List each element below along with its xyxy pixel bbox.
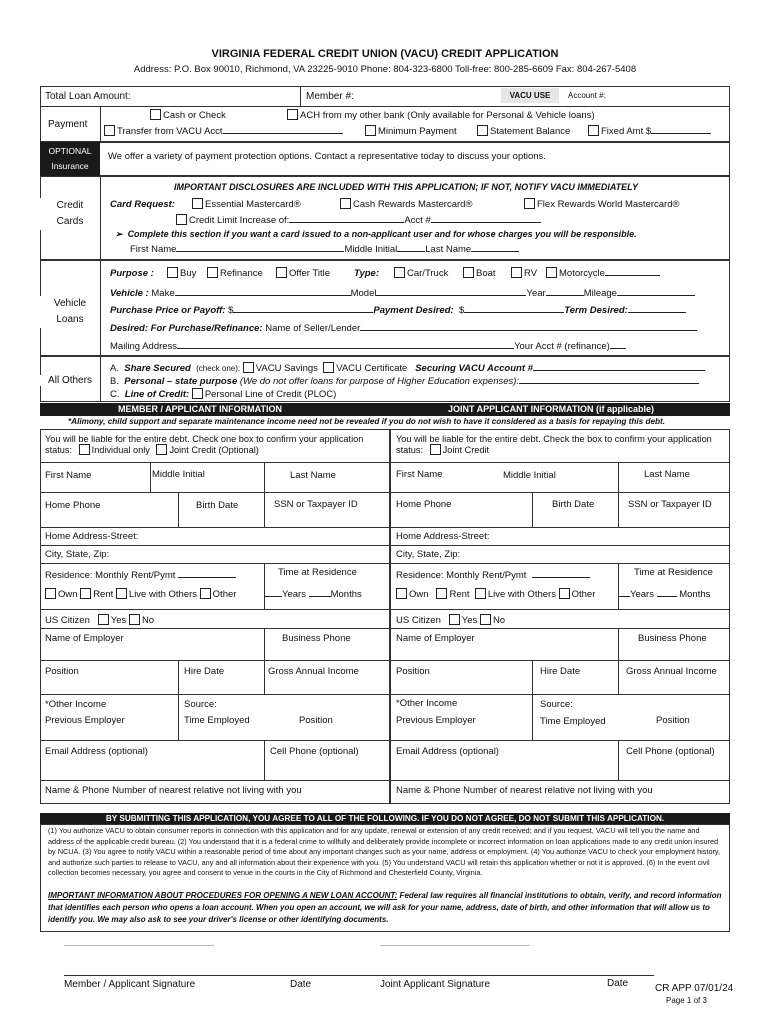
vehicle-details-row: Vehicle : Make Model Year Mileage bbox=[110, 287, 695, 299]
credit-limit-field[interactable] bbox=[289, 214, 404, 223]
statement-balance-checkbox[interactable] bbox=[477, 125, 488, 136]
member-residence-payment[interactable]: Residence: Monthly Rent/Pymt bbox=[45, 569, 236, 581]
member-other-checkbox[interactable] bbox=[200, 588, 211, 599]
member-time-employed[interactable]: Time Employed bbox=[184, 715, 250, 726]
fixed-amount-field[interactable] bbox=[651, 125, 711, 134]
flex-rewards-option[interactable]: Flex Rewards World Mastercard® bbox=[524, 198, 680, 210]
member-prev-position[interactable]: Position bbox=[299, 715, 333, 726]
form-id: CR APP 07/01/24 bbox=[655, 983, 734, 994]
joint-home-phone[interactable]: Home Phone bbox=[396, 499, 452, 510]
member-street[interactable]: Home Address-Street: bbox=[45, 531, 139, 542]
purchase-price-field[interactable] bbox=[233, 304, 373, 313]
offer-title-checkbox[interactable] bbox=[276, 267, 287, 278]
boat-option[interactable]: Boat bbox=[463, 267, 496, 279]
essential-mastercard-option[interactable]: Essential Mastercard® bbox=[192, 198, 301, 210]
refinance-option[interactable]: Refinance bbox=[207, 267, 263, 279]
joint-residence-payment[interactable]: Residence: Monthly Rent/Pymt bbox=[396, 569, 590, 581]
transfer-account-field[interactable] bbox=[223, 125, 343, 134]
rv-checkbox[interactable] bbox=[511, 267, 522, 278]
year-field[interactable] bbox=[546, 287, 584, 296]
joint-source[interactable]: Source: bbox=[540, 699, 573, 710]
essential-checkbox[interactable] bbox=[192, 198, 203, 209]
minimum-payment-checkbox[interactable] bbox=[365, 125, 376, 136]
joint-hire-date[interactable]: Hire Date bbox=[540, 666, 581, 677]
form-title: VIRGINIA FEDERAL CREDIT UNION (VACU) CREDIT APPLICATION bbox=[211, 48, 559, 60]
account-number-label: Account #: bbox=[568, 91, 606, 100]
member-business-phone[interactable]: Business Phone bbox=[282, 633, 351, 644]
joint-ssn[interactable]: SSN or Taxpayer ID bbox=[628, 499, 712, 510]
joint-birth-date[interactable]: Birth Date bbox=[552, 499, 595, 510]
authorized-user-name-row: First Name Middle Initial Last Name bbox=[130, 243, 519, 255]
disclosure-notice: IMPORTANT DISCLOSURES ARE INCLUDED WITH THIS APPLICATION; IF NOT, NOTIFY VACU IMMEDIATELY bbox=[174, 182, 638, 192]
mileage-field[interactable] bbox=[617, 287, 695, 296]
page-number: Page 1 of 3 bbox=[666, 996, 707, 1005]
member-years-months[interactable]: Years Months bbox=[264, 588, 362, 600]
fixed-amount-checkbox[interactable] bbox=[588, 125, 599, 136]
refinance-acct-field[interactable] bbox=[610, 340, 626, 349]
transfer-checkbox[interactable] bbox=[104, 125, 115, 136]
member-time-residence: Time at Residence bbox=[278, 567, 357, 578]
fixed-amount-option[interactable]: Fixed Amt $ bbox=[588, 125, 711, 137]
purchase-price-row: Purchase Price or Payoff: $ Payment Desired: $ Term Desired: bbox=[110, 304, 686, 316]
joint-employer[interactable]: Name of Employer bbox=[396, 633, 475, 644]
joint-residence-type: Own Rent Live with Others Other bbox=[396, 588, 595, 600]
buy-checkbox[interactable] bbox=[167, 267, 178, 278]
personal-purpose-row: B. Personal – state purpose (We do not offer loans for purpose of Higher Education expenses): bbox=[110, 375, 699, 387]
joint-time-employed[interactable]: Time Employed bbox=[540, 716, 606, 727]
member-position[interactable]: Position bbox=[45, 666, 79, 677]
member-ssn[interactable]: SSN or Taxpayer ID bbox=[274, 499, 358, 510]
joint-city[interactable]: City, State, Zip: bbox=[396, 549, 461, 560]
member-cell-phone[interactable]: Cell Phone (optional) bbox=[270, 746, 359, 757]
type-label: Type: bbox=[354, 268, 379, 279]
motorcycle-option[interactable]: Motorcycle bbox=[546, 267, 660, 279]
vacu-use-badge: VACU USE bbox=[501, 88, 559, 103]
share-secured-row: A. Share Secured (check one): VACU Savings VACU Certificate Securing VACU Account # bbox=[110, 362, 705, 374]
agreement-bar: BY SUBMITTING THIS APPLICATION, YOU AGREE TO ALL OF THE FOLLOWING. IF YOU DO NOT AGREE, DO NOT SUBMIT THIS APPLICATION. bbox=[40, 813, 730, 824]
member-number-label: Member #: bbox=[306, 91, 354, 102]
member-signature-label[interactable]: Member / Applicant Signature bbox=[64, 979, 196, 990]
joint-applicant-header: JOINT APPLICANT INFORMATION (if applicable) bbox=[448, 404, 655, 414]
member-birth-date[interactable]: Birth Date bbox=[196, 500, 239, 511]
refinance-checkbox[interactable] bbox=[207, 267, 218, 278]
member-source[interactable]: Source: bbox=[184, 699, 217, 710]
joint-other-income[interactable]: *Other Income bbox=[396, 698, 458, 709]
securing-account-field[interactable] bbox=[533, 362, 705, 371]
member-middle-initial[interactable]: Middle Initial bbox=[152, 469, 205, 480]
joint-last-name[interactable]: Last Name bbox=[644, 469, 690, 480]
cash-check-option[interactable]: Cash or Check bbox=[150, 109, 226, 121]
complete-note: ➢ Complete this section if you want a card issued to a non-applicant user and for whose charges you will be responsible. bbox=[115, 229, 637, 239]
ach-checkbox[interactable] bbox=[287, 109, 298, 120]
joint-email[interactable]: Email Address (optional) bbox=[396, 746, 499, 757]
au-middle-initial-field[interactable] bbox=[397, 243, 425, 252]
optional-label: OPTIONAL bbox=[48, 146, 92, 156]
statement-balance-option[interactable]: Statement Balance bbox=[477, 125, 570, 137]
cash-check-checkbox[interactable] bbox=[150, 109, 161, 120]
offer-title-option[interactable]: Offer Title bbox=[276, 267, 330, 279]
joint-position[interactable]: Position bbox=[396, 666, 430, 677]
credit-limit-increase-option[interactable]: Credit Limit Increase of: Acct # bbox=[176, 214, 541, 226]
insurance-side-label bbox=[40, 142, 100, 176]
card-request-label: Card Request: bbox=[110, 199, 175, 210]
cash-rewards-checkbox[interactable] bbox=[340, 198, 351, 209]
member-applicant-header: MEMBER / APPLICANT INFORMATION bbox=[118, 404, 282, 414]
credit-cards-side-label: Credit Cards bbox=[40, 198, 100, 230]
member-hire-date[interactable]: Hire Date bbox=[184, 666, 225, 677]
au-last-name-field[interactable] bbox=[471, 243, 519, 252]
vehicle-loans-side-label: Vehicle Loans bbox=[40, 296, 100, 328]
member-date-label[interactable]: Date bbox=[290, 979, 312, 990]
joint-business-phone[interactable]: Business Phone bbox=[638, 633, 707, 644]
member-citizen-yes-checkbox[interactable] bbox=[98, 614, 109, 625]
joint-live-others-checkbox[interactable] bbox=[475, 588, 486, 599]
member-city[interactable]: City, State, Zip: bbox=[45, 549, 110, 560]
joint-credit-checkbox[interactable] bbox=[430, 444, 441, 455]
ach-option[interactable]: ACH from my other bank (Only available for Personal & Vehicle loans) bbox=[287, 109, 595, 121]
joint-previous-employer[interactable]: Previous Employer bbox=[396, 715, 476, 726]
member-residence-type: Own Rent Live with Others Other bbox=[45, 588, 236, 600]
member-home-phone[interactable]: Home Phone bbox=[45, 500, 101, 511]
joint-date-label[interactable]: Date bbox=[607, 978, 629, 989]
individual-checkbox[interactable] bbox=[79, 444, 90, 455]
credit-limit-checkbox[interactable] bbox=[176, 214, 187, 225]
personal-purpose-field[interactable] bbox=[519, 375, 699, 384]
member-email[interactable]: Email Address (optional) bbox=[45, 746, 148, 757]
vacu-savings-checkbox[interactable] bbox=[243, 362, 254, 373]
member-own-checkbox[interactable] bbox=[45, 588, 56, 599]
joint-cell-phone[interactable]: Cell Phone (optional) bbox=[626, 746, 715, 757]
car-truck-option[interactable]: Car/Truck bbox=[394, 267, 448, 279]
joint-years-months[interactable]: Years Months bbox=[618, 588, 710, 600]
member-rent-checkbox[interactable] bbox=[80, 588, 91, 599]
member-first-name[interactable]: First Name bbox=[45, 470, 92, 481]
member-gross-income[interactable]: Gross Annual Income bbox=[268, 666, 359, 677]
payment-label: Payment bbox=[48, 119, 88, 130]
model-field[interactable] bbox=[376, 287, 526, 296]
all-others-side-label: All Others bbox=[40, 375, 100, 386]
member-other-income[interactable]: *Other Income bbox=[45, 699, 107, 710]
joint-citizen-yes-checkbox[interactable] bbox=[449, 614, 460, 625]
boat-checkbox[interactable] bbox=[463, 267, 474, 278]
minimum-payment-option[interactable]: Minimum Payment bbox=[365, 125, 457, 137]
total-loan-label: Total Loan Amount: bbox=[45, 91, 131, 102]
loan-account-notice: IMPORTANT INFORMATION ABOUT PROCEDURES FOR OPENING A NEW LOAN ACCOUNT: Federal law requires all financial institutions to obtain, verify, and record information that identifies each person who opens a loan account. When you open an account, we will ask for your name, address, date of birth, and other information that will allow us to identify you. We may also ask to see your driver's license or other identifying documents. bbox=[48, 891, 722, 924]
arrow-icon: ➢ bbox=[115, 229, 123, 239]
joint-first-name[interactable]: First Name bbox=[396, 469, 443, 480]
joint-other-checkbox[interactable] bbox=[559, 588, 570, 599]
joint-own-checkbox[interactable] bbox=[396, 588, 407, 599]
member-last-name[interactable]: Last Name bbox=[290, 470, 336, 481]
member-employer[interactable]: Name of Employer bbox=[45, 633, 124, 644]
cash-rewards-option[interactable]: Cash Rewards Mastercard® bbox=[340, 198, 472, 210]
rv-option[interactable]: RV bbox=[511, 267, 537, 279]
member-liability-text: You will be liable for the entire debt. Check one box to confirm your application status: Individual only Joint Credit (Optional) bbox=[45, 434, 364, 455]
au-first-name-field[interactable] bbox=[176, 243, 344, 252]
member-nearest-relative[interactable]: Name & Phone Number of nearest relative not living with you bbox=[45, 785, 302, 796]
payment-desired-field[interactable] bbox=[464, 304, 564, 313]
joint-gross-income[interactable]: Gross Annual Income bbox=[626, 666, 717, 677]
joint-citizen-no-checkbox[interactable] bbox=[480, 614, 491, 625]
alimony-notice: *Alimony, child support and separate maintenance income need not be revealed if you do not wish to have it considered as a basis for repaying this debt. bbox=[68, 417, 666, 426]
address-line: Address: P.O. Box 90010, Richmond, VA 23225-9010 Phone: 804-323-6800 Toll-free: 800-285-6609 Fax: 804-267-5408 bbox=[133, 64, 637, 75]
buy-option[interactable]: Buy bbox=[167, 267, 196, 279]
seller-field[interactable] bbox=[360, 322, 697, 331]
joint-us-citizen: US Citizen Yes No bbox=[396, 615, 506, 626]
insurance-text: We offer a variety of payment protection options. Contact a representative today to discuss your options. bbox=[108, 151, 546, 162]
ploc-checkbox[interactable] bbox=[192, 388, 203, 399]
joint-street[interactable]: Home Address-Street: bbox=[396, 531, 490, 542]
member-us-citizen: US Citizen Yes No bbox=[45, 615, 155, 626]
joint-rent-checkbox[interactable] bbox=[436, 588, 447, 599]
term-desired-field[interactable] bbox=[628, 304, 686, 313]
seller-row: Desired: For Purchase/Refinance: Name of Seller/Lender bbox=[110, 322, 697, 334]
member-citizen-no-checkbox[interactable] bbox=[129, 614, 140, 625]
vacu-certificate-checkbox[interactable] bbox=[323, 362, 334, 373]
flex-rewards-checkbox[interactable] bbox=[524, 198, 535, 209]
card-acct-field[interactable] bbox=[431, 214, 541, 223]
joint-liability-text: You will be liable for the entire debt. Check the box to confirm your application status: Joint Credit bbox=[396, 434, 712, 455]
joint-prev-position[interactable]: Position bbox=[656, 715, 690, 726]
joint-time-residence: Time at Residence bbox=[634, 567, 713, 578]
joint-middle-initial[interactable]: Middle Initial bbox=[503, 470, 556, 481]
member-previous-employer[interactable]: Previous Employer bbox=[45, 715, 125, 726]
motorcycle-checkbox[interactable] bbox=[546, 267, 557, 278]
purpose-label: Purpose : bbox=[110, 268, 154, 279]
mailing-row: Mailing Address Your Acct # (refinance) bbox=[110, 340, 626, 352]
joint-nearest-relative[interactable]: Name & Phone Number of nearest relative not living with you bbox=[396, 785, 653, 796]
joint-signature-label[interactable]: Joint Applicant Signature bbox=[380, 979, 491, 990]
joint-credit-optional-checkbox[interactable] bbox=[156, 444, 167, 455]
line-of-credit-row: C. Line of Credit: Personal Line of Credit (PLOC) bbox=[110, 389, 337, 400]
member-live-others-checkbox[interactable] bbox=[116, 588, 127, 599]
car-truck-checkbox[interactable] bbox=[394, 267, 405, 278]
transfer-option[interactable]: Transfer from VACU Acct bbox=[104, 125, 343, 137]
insurance-label: Insurance bbox=[51, 161, 89, 171]
make-field[interactable] bbox=[175, 287, 351, 296]
mailing-field[interactable] bbox=[177, 340, 514, 349]
agreement-terms: (1) You authorize VACU to obtain consumer reports in connection with this application and for any update, renewal or extension of any credit received; and if you request, VACU will tell you the name and address of the applicable credit bureau. (2) You understand that it is a federal crime to willfully and deliberately provide incomplete or incorrect information on loan applications made to any credit union insured by NCUA. (3) You agree to notify VACU within a reasonable period of time about any important changes such as your name, address or employment. (4) You authorize VACU to check your employment history, and authorize such parties to release to VACU, any and all information about their experience with you. (5) You understand VACU will retain this application whether or not it is approved. (6) In the event civil collection becomes necessary, you agree and consent to venue in the courts in the City of Richmond and Chesterfield County, Virginia. bbox=[48, 826, 721, 877]
